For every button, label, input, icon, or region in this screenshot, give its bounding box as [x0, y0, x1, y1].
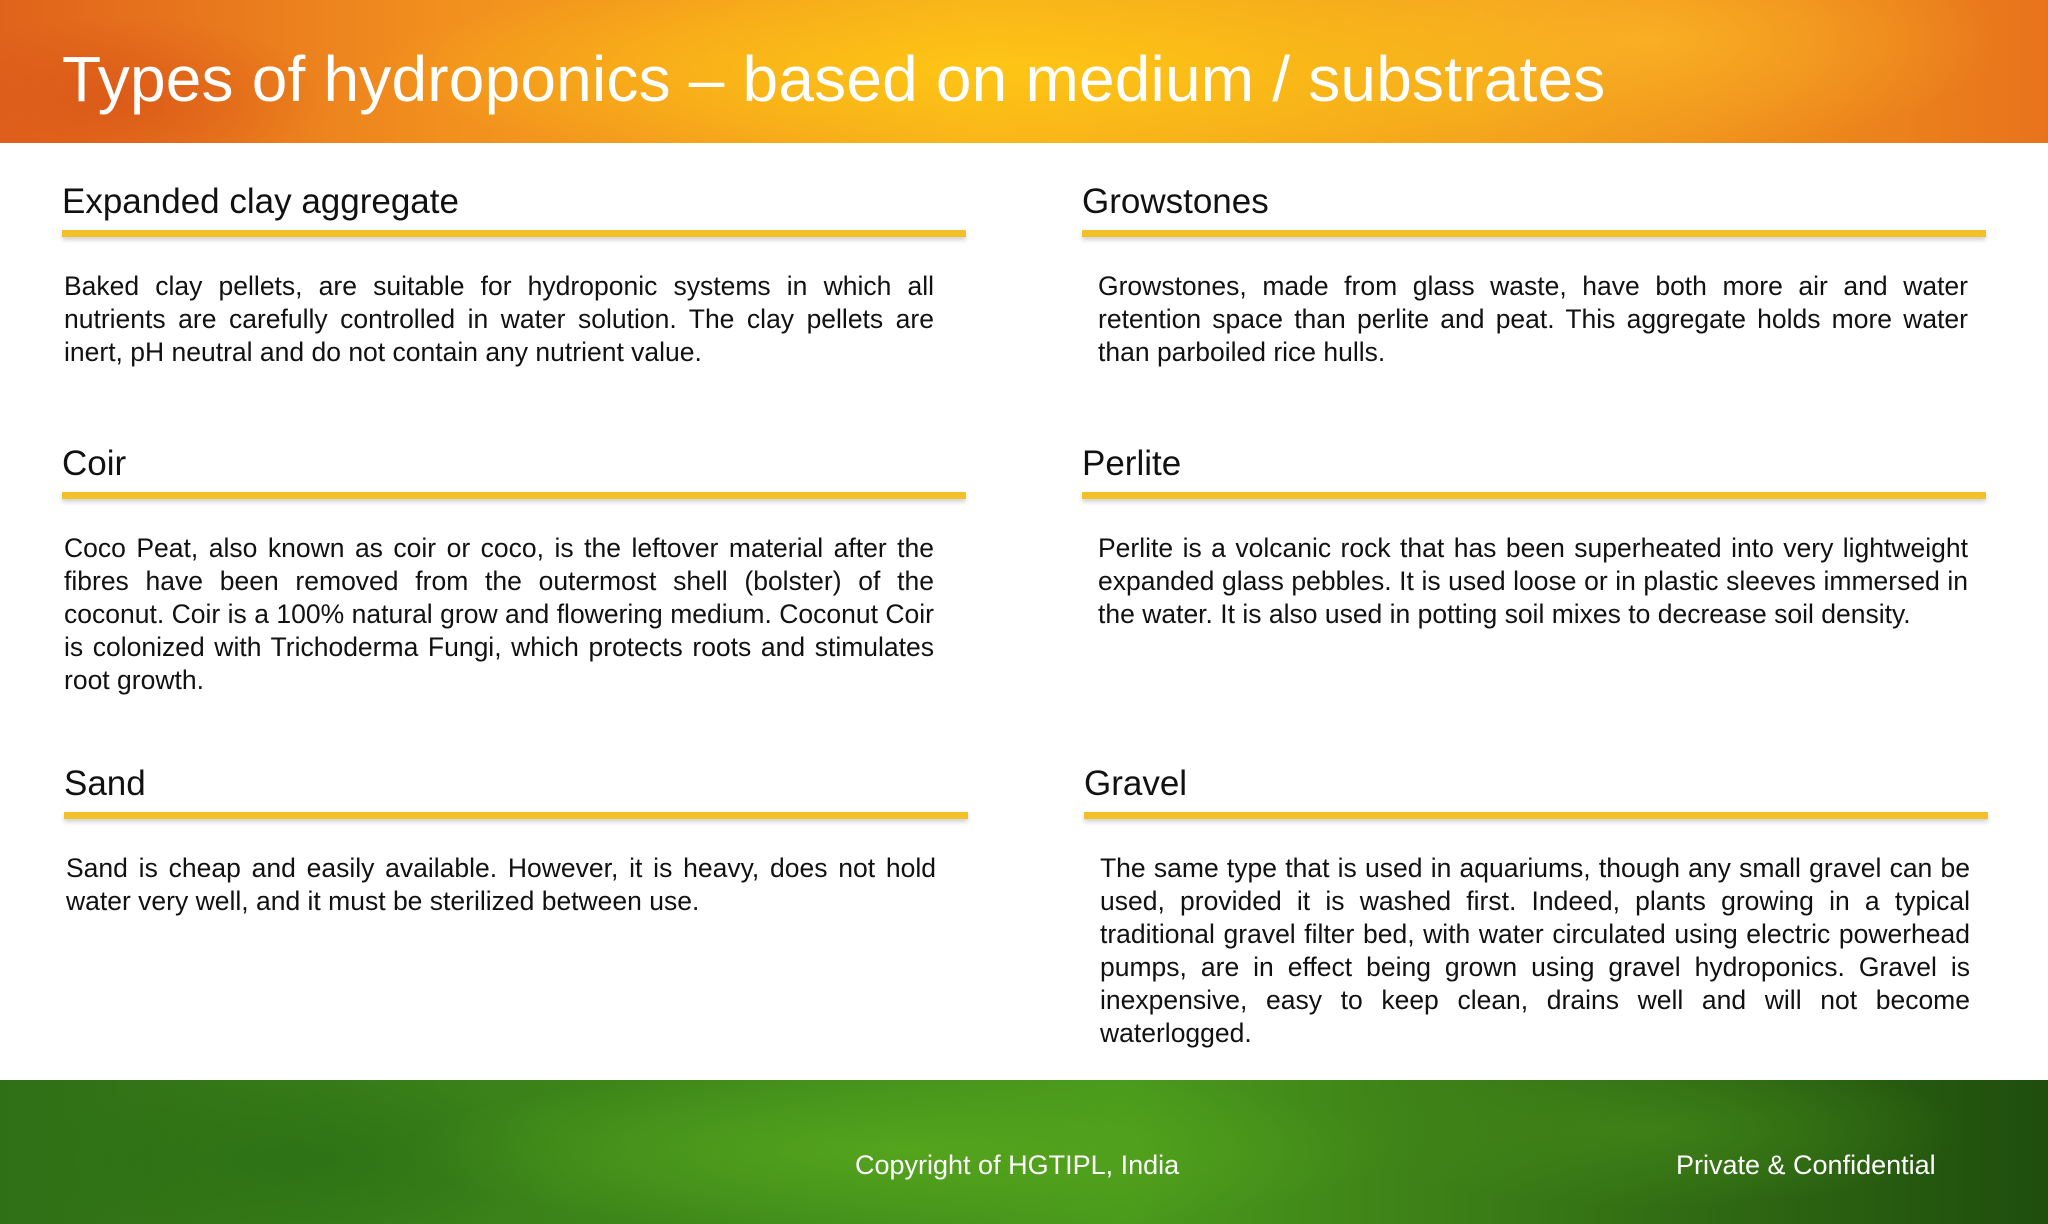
- slide-title: Types of hydroponics – based on medium / substrates: [62, 43, 1606, 115]
- section-divider: [1082, 230, 1986, 237]
- section-title: Coir: [62, 444, 127, 483]
- section-title: Growstones: [1082, 182, 1269, 221]
- section-growstones: [1082, 180, 1986, 367]
- section-body: Perlite is a volcanic rock that has been superheated into very lightweight expanded glass pebbles. It is used loose or in plastic sleeves immersed in the water. It is also used in potting soil mixes to decrease soil density.: [1098, 533, 1968, 629]
- section-divider: [62, 230, 966, 237]
- section-divider: [1084, 812, 1988, 819]
- section-title: Sand: [64, 764, 146, 803]
- section-coir: [62, 442, 966, 695]
- section-perlite: [1082, 442, 1986, 629]
- section-title: Perlite: [1082, 444, 1182, 483]
- footer-copyright: Copyright of HGTIPL, India: [855, 1150, 1180, 1180]
- section-expanded-clay: [62, 180, 966, 367]
- section-body: Sand is cheap and easily available. However, it is heavy, does not hold water very well, and it must be sterilized between use.: [66, 853, 936, 916]
- section-body: Coco Peat, also known as coir or coco, is the leftover material after the fibres have been removed from the outermost shell (bolster) of the coconut. Coir is a 100% natural grow and flowering medium. Coconut Coir is colonized with Trichoderma Fungi, which protects roots and stimulates root growth.: [64, 533, 934, 695]
- section-title: Gravel: [1084, 764, 1188, 803]
- slide-header: [0, 0, 2048, 143]
- section-gravel: [1084, 762, 1988, 1048]
- section-title: Expanded clay aggregate: [62, 182, 459, 221]
- footer-confidential: Private & Confidential: [1676, 1150, 1936, 1180]
- section-body: Baked clay pellets, are suitable for hydroponic systems in which all nutrients are carefully controlled in water solution. The clay pellets are inert, pH neutral and do not contain any nutrient value.: [64, 271, 934, 367]
- section-body: The same type that is used in aquariums, though any small gravel can be used, provided it is washed first. Indeed, plants growing in a typical traditional gravel filter bed, with water circulated using electric powerhead pumps, are in effect being grown using gravel hydroponics. Gravel is inexpensive, easy to keep clean, drains well and will not become waterlogged.: [1100, 853, 1970, 1048]
- section-sand: [64, 762, 968, 916]
- section-divider: [62, 492, 966, 499]
- section-divider: [64, 812, 968, 819]
- section-divider: [1082, 492, 1986, 499]
- slide-footer: [0, 1080, 2048, 1224]
- section-body: Growstones, made from glass waste, have both more air and water retention space than perlite and peat. This aggregate holds more water than parboiled rice hulls.: [1098, 271, 1968, 367]
